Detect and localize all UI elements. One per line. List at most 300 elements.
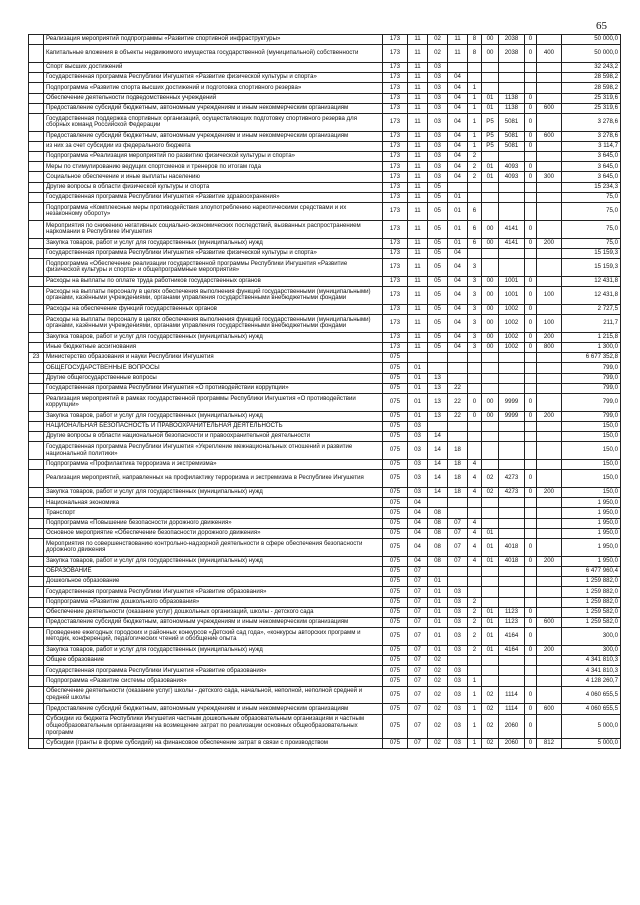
row-amount: 1 950,0: [562, 498, 621, 508]
code-subsection: 13: [428, 411, 448, 421]
code-extra: [525, 83, 537, 93]
code-ministry: 173: [383, 342, 408, 352]
row-amount: 211,7: [562, 314, 621, 332]
code-subprogram: 3: [468, 304, 482, 314]
code-activity: 01: [482, 162, 499, 172]
code-expense-type: [537, 182, 562, 192]
code-extra: 0: [525, 35, 537, 45]
row-name: Министерство образования и науки Республики Ингушетия: [44, 353, 383, 363]
code-section: 07: [408, 587, 428, 597]
code-direction: [499, 363, 525, 373]
row-name: Предоставление субсидий бюджетным, автономным учреждениям и иным некоммерческим организациям: [44, 131, 383, 141]
code-subprogram: [468, 62, 482, 72]
code-direction: [499, 498, 525, 508]
row-name: Подпрограмма «Комплексные меры противодействия злоупотреблению наркотическими средствами и их незаконному обороту»: [44, 203, 383, 221]
code-section: 04: [408, 538, 428, 556]
row-number: [29, 597, 44, 607]
row-name: Другие вопросы в области физической культуры и спорта: [44, 182, 383, 192]
table-row: [29, 470, 621, 488]
code-subsection: 08: [428, 556, 448, 566]
code-extra: 0: [525, 607, 537, 617]
code-subprogram: 1: [468, 103, 482, 113]
code-expense-type: [537, 566, 562, 576]
code-program: 03: [448, 628, 468, 646]
table-row: [29, 152, 621, 162]
code-ministry: 075: [383, 442, 408, 460]
code-expense-type: 200: [537, 488, 562, 498]
row-number: [29, 131, 44, 141]
code-direction: [499, 248, 525, 258]
row-amount: 75,0: [562, 238, 621, 248]
code-direction: [499, 508, 525, 518]
row-name: ОБРАЗОВАНИЕ: [44, 566, 383, 576]
code-ministry: 075: [383, 714, 408, 739]
code-subsection: 03: [428, 93, 448, 103]
code-subprogram: 2: [468, 617, 482, 627]
code-section: 07: [408, 739, 428, 749]
code-section: 04: [408, 518, 428, 528]
row-amount: 3 114,7: [562, 141, 621, 151]
table-row: [29, 607, 621, 617]
code-subprogram: [468, 248, 482, 258]
code-expense-type: [537, 470, 562, 488]
row-number: [29, 62, 44, 72]
code-subprogram: 0: [468, 411, 482, 421]
row-number: [29, 577, 44, 587]
code-activity: 02: [482, 488, 499, 498]
code-direction: [499, 182, 525, 192]
code-subprogram: 1: [468, 704, 482, 714]
row-number: [29, 566, 44, 576]
row-name: Государственная программа Республики Ингушетия «О противодействии коррупции»: [44, 383, 383, 393]
code-program: 22: [448, 411, 468, 421]
code-direction: 4018: [499, 556, 525, 566]
code-subprogram: [468, 498, 482, 508]
row-amount: 150,0: [562, 460, 621, 470]
table-row: [29, 113, 621, 131]
code-activity: [482, 518, 499, 528]
row-number: [29, 45, 44, 63]
code-expense-type: [537, 276, 562, 286]
code-subprogram: [468, 656, 482, 666]
table-row: [29, 566, 621, 576]
row-amount: 4 341 810,3: [562, 656, 621, 666]
code-subsection: 01: [428, 607, 448, 617]
row-name: НАЦИОНАЛЬНАЯ БЕЗОПАСНОСТЬ И ПРАВООХРАНИТЕЛЬНАЯ ДЕЯТЕЛЬНОСТЬ: [44, 421, 383, 431]
code-subsection: [428, 498, 448, 508]
code-program: 04: [448, 141, 468, 151]
code-extra: [525, 656, 537, 666]
table-row: [29, 62, 621, 72]
code-subsection: 14: [428, 470, 448, 488]
row-amount: 799,0: [562, 411, 621, 421]
code-ministry: 075: [383, 628, 408, 646]
row-number: [29, 508, 44, 518]
row-name: Государственная программа Республики Ингушетия «Развитие здравоохранения»: [44, 192, 383, 202]
code-extra: 0: [525, 411, 537, 421]
code-expense-type: [537, 628, 562, 646]
table-row: [29, 704, 621, 714]
code-ministry: 075: [383, 518, 408, 528]
code-ministry: 075: [383, 460, 408, 470]
code-subprogram: [468, 432, 482, 442]
code-program: 04: [448, 113, 468, 131]
code-direction: 1002: [499, 332, 525, 342]
code-activity: 01: [482, 628, 499, 646]
code-section: 11: [408, 248, 428, 258]
code-ministry: 173: [383, 152, 408, 162]
code-section: 11: [408, 131, 428, 141]
code-expense-type: [537, 686, 562, 704]
code-section: 11: [408, 203, 428, 221]
row-number: [29, 363, 44, 373]
row-name: Расходы на обеспечение функций государственных органов: [44, 304, 383, 314]
code-program: 04: [448, 259, 468, 277]
code-activity: P5: [482, 131, 499, 141]
code-extra: 0: [525, 470, 537, 488]
code-ministry: 075: [383, 587, 408, 597]
code-activity: [482, 656, 499, 666]
code-program: 03: [448, 666, 468, 676]
table-row: [29, 238, 621, 248]
code-expense-type: [537, 141, 562, 151]
code-expense-type: [537, 113, 562, 131]
code-ministry: 075: [383, 676, 408, 686]
code-subsection: 01: [428, 587, 448, 597]
row-number: [29, 460, 44, 470]
code-subsection: 03: [428, 83, 448, 93]
code-activity: 00: [482, 411, 499, 421]
code-direction: 1138: [499, 93, 525, 103]
code-expense-type: [537, 83, 562, 93]
code-direction: [499, 656, 525, 666]
code-subsection: 05: [428, 248, 448, 258]
row-name: Расходы на выплаты персоналу в целях обеспечения выполнения функций государственными (муниципальными) органами, казёнными учреждениями, органами управления государственными внебюджетными фондами: [44, 314, 383, 332]
row-name: Спорт высших достижений: [44, 62, 383, 72]
code-subsection: 05: [428, 332, 448, 342]
code-ministry: 075: [383, 421, 408, 431]
row-amount: 1 950,0: [562, 508, 621, 518]
code-activity: 00: [482, 393, 499, 411]
code-subprogram: 3: [468, 259, 482, 277]
row-name: Подпрограмма «Развитие спорта высших достижений и подготовка спортивного резерва»: [44, 83, 383, 93]
code-program: 18: [448, 460, 468, 470]
table-row: [29, 411, 621, 421]
code-extra: [525, 383, 537, 393]
code-program: 07: [448, 538, 468, 556]
code-activity: [482, 442, 499, 460]
code-program: 04: [448, 286, 468, 304]
row-name: Обеспечение деятельности подведомственных учреждений: [44, 93, 383, 103]
code-ministry: 075: [383, 432, 408, 442]
row-name: Иные бюджетные ассигнования: [44, 342, 383, 352]
row-number: [29, 192, 44, 202]
row-amount: 1 950,0: [562, 538, 621, 556]
table-row: [29, 617, 621, 627]
row-number: [29, 286, 44, 304]
code-section: 04: [408, 528, 428, 538]
code-section: 11: [408, 162, 428, 172]
code-activity: [482, 373, 499, 383]
code-section: 11: [408, 192, 428, 202]
table-row: [29, 103, 621, 113]
code-section: 03: [408, 460, 428, 470]
code-activity: P5: [482, 141, 499, 151]
code-activity: 00: [482, 276, 499, 286]
row-name: Основное мероприятие «Обеспечение безопасности дорожного движения»: [44, 528, 383, 538]
code-expense-type: 100: [537, 286, 562, 304]
table-row: [29, 248, 621, 258]
code-section: 07: [408, 656, 428, 666]
code-ministry: 075: [383, 373, 408, 383]
row-number: [29, 488, 44, 498]
row-name: Закупка товаров, работ и услуг для государственных (муниципальных) нужд: [44, 645, 383, 655]
code-direction: 9999: [499, 411, 525, 421]
row-number: [29, 518, 44, 528]
code-activity: [482, 460, 499, 470]
code-ministry: 173: [383, 141, 408, 151]
row-name: Мероприятия по снижению негативных социально-экономических последствий, вызванных распространением наркомании в Республике Ингушетия: [44, 220, 383, 238]
code-ministry: 173: [383, 276, 408, 286]
code-activity: [482, 248, 499, 258]
code-activity: [482, 152, 499, 162]
code-extra: 0: [525, 238, 537, 248]
code-ministry: 075: [383, 470, 408, 488]
code-extra: 0: [525, 45, 537, 63]
code-subprogram: 2: [468, 645, 482, 655]
code-subprogram: 8: [468, 35, 482, 45]
code-program: [448, 656, 468, 666]
row-number: [29, 172, 44, 182]
budget-table-body: [29, 35, 621, 749]
code-direction: [499, 577, 525, 587]
code-subprogram: 3: [468, 342, 482, 352]
row-number: [29, 73, 44, 83]
code-program: 04: [448, 152, 468, 162]
row-number: [29, 607, 44, 617]
table-row: [29, 645, 621, 655]
code-ministry: 075: [383, 538, 408, 556]
code-activity: 02: [482, 714, 499, 739]
code-expense-type: 812: [537, 739, 562, 749]
code-expense-type: [537, 35, 562, 45]
code-section: 03: [408, 470, 428, 488]
code-subprogram: 2: [468, 172, 482, 182]
code-extra: [525, 421, 537, 431]
code-extra: 0: [525, 704, 537, 714]
code-subprogram: 2: [468, 597, 482, 607]
row-number: [29, 259, 44, 277]
row-number: [29, 666, 44, 676]
code-program: 07: [448, 556, 468, 566]
code-activity: 01: [482, 103, 499, 113]
code-extra: [525, 363, 537, 373]
code-activity: [482, 566, 499, 576]
code-program: [448, 577, 468, 587]
code-section: 11: [408, 259, 428, 277]
row-name: Обеспечение деятельности (оказание услуг) дошкольных организаций, школы - детского сада: [44, 607, 383, 617]
code-extra: [525, 528, 537, 538]
code-expense-type: [537, 538, 562, 556]
code-extra: [525, 577, 537, 587]
code-subprogram: [468, 373, 482, 383]
table-row: [29, 393, 621, 411]
row-amount: 799,0: [562, 373, 621, 383]
code-direction: 4273: [499, 470, 525, 488]
row-name: Дошкольное образование: [44, 577, 383, 587]
code-activity: [482, 597, 499, 607]
table-row: [29, 488, 621, 498]
code-expense-type: [537, 393, 562, 411]
code-ministry: 075: [383, 645, 408, 655]
code-ministry: 075: [383, 597, 408, 607]
code-expense-type: [537, 192, 562, 202]
row-number: 23: [29, 353, 44, 363]
code-extra: 0: [525, 162, 537, 172]
code-subsection: 05: [428, 203, 448, 221]
code-expense-type: 200: [537, 238, 562, 248]
code-expense-type: [537, 73, 562, 83]
row-number: [29, 203, 44, 221]
code-expense-type: 200: [537, 411, 562, 421]
code-expense-type: [537, 162, 562, 172]
code-program: 04: [448, 93, 468, 103]
code-activity: [482, 353, 499, 363]
row-number: [29, 432, 44, 442]
row-amount: 150,0: [562, 432, 621, 442]
table-row: [29, 676, 621, 686]
code-direction: 4018: [499, 538, 525, 556]
row-name: Государственная программа Республики Ингушетия «Развитие образования»: [44, 666, 383, 676]
code-direction: [499, 528, 525, 538]
code-ministry: 075: [383, 528, 408, 538]
row-name: Закупка товаров, работ и услуг для государственных (муниципальных) нужд: [44, 556, 383, 566]
row-amount: 1 300,0: [562, 342, 621, 352]
code-section: 04: [408, 556, 428, 566]
code-direction: 4141: [499, 220, 525, 238]
code-subsection: 01: [428, 577, 448, 587]
code-extra: [525, 432, 537, 442]
code-program: 18: [448, 488, 468, 498]
row-name: Проведение ежегодных городских и районных конкурсов «Детский сад года», «конкурсы авторских программ и методик, конференций, педагогических чтений и обобщение опыта: [44, 628, 383, 646]
code-subprogram: [468, 192, 482, 202]
code-section: 01: [408, 363, 428, 373]
code-activity: [482, 182, 499, 192]
row-amount: 28 598,2: [562, 73, 621, 83]
code-expense-type: [537, 304, 562, 314]
code-section: 11: [408, 220, 428, 238]
code-subprogram: 6: [468, 203, 482, 221]
code-activity: 00: [482, 314, 499, 332]
code-ministry: 173: [383, 192, 408, 202]
row-amount: 28 598,2: [562, 83, 621, 93]
code-section: 11: [408, 332, 428, 342]
code-subsection: 01: [428, 645, 448, 655]
code-ministry: 075: [383, 566, 408, 576]
code-subsection: 02: [428, 714, 448, 739]
code-subsection: 02: [428, 35, 448, 45]
code-subsection: 08: [428, 528, 448, 538]
code-expense-type: [537, 220, 562, 238]
code-program: 22: [448, 383, 468, 393]
code-direction: 1114: [499, 686, 525, 704]
code-section: 11: [408, 113, 428, 131]
table-row: [29, 45, 621, 63]
row-name: Закупка товаров, работ и услуг для государственных (муниципальных) нужд: [44, 411, 383, 421]
code-subprogram: 4: [468, 518, 482, 528]
code-expense-type: [537, 666, 562, 676]
code-extra: 0: [525, 286, 537, 304]
code-direction: [499, 353, 525, 363]
row-amount: 75,0: [562, 203, 621, 221]
code-subsection: 01: [428, 617, 448, 627]
code-direction: 1002: [499, 304, 525, 314]
code-section: 04: [408, 508, 428, 518]
row-number: [29, 686, 44, 704]
code-section: 11: [408, 83, 428, 93]
code-ministry: 173: [383, 113, 408, 131]
code-direction: 1001: [499, 276, 525, 286]
code-section: 11: [408, 314, 428, 332]
row-number: [29, 113, 44, 131]
code-program: 22: [448, 393, 468, 411]
row-name: Общее образование: [44, 656, 383, 666]
code-section: 11: [408, 45, 428, 63]
code-extra: 0: [525, 103, 537, 113]
table-row: [29, 432, 621, 442]
code-direction: 5081: [499, 141, 525, 151]
code-program: 11: [448, 45, 468, 63]
code-extra: [525, 460, 537, 470]
code-direction: [499, 566, 525, 576]
code-activity: [482, 666, 499, 676]
code-subprogram: 2: [468, 628, 482, 646]
code-program: 04: [448, 103, 468, 113]
code-ministry: 075: [383, 577, 408, 587]
row-amount: 150,0: [562, 442, 621, 460]
code-subprogram: 1: [468, 714, 482, 739]
code-subsection: 05: [428, 314, 448, 332]
code-extra: [525, 192, 537, 202]
code-direction: 9999: [499, 393, 525, 411]
code-subprogram: 4: [468, 460, 482, 470]
code-subprogram: 1: [468, 113, 482, 131]
code-section: [408, 353, 428, 363]
table-row: [29, 577, 621, 587]
table-row: [29, 528, 621, 538]
code-subsection: 05: [428, 220, 448, 238]
code-expense-type: 600: [537, 131, 562, 141]
code-expense-type: [537, 152, 562, 162]
code-program: 03: [448, 676, 468, 686]
code-activity: [482, 676, 499, 686]
code-program: 04: [448, 83, 468, 93]
code-extra: 0: [525, 342, 537, 352]
code-section: 07: [408, 686, 428, 704]
code-activity: 00: [482, 342, 499, 352]
code-section: 07: [408, 704, 428, 714]
row-name: Расходы на выплаты персоналу в целях обеспечения выполнения функций государственными (муниципальными) органами, казёнными учреждениями, органами управления государственными внебюджетными фондами: [44, 286, 383, 304]
code-expense-type: 400: [537, 45, 562, 63]
code-activity: 02: [482, 686, 499, 704]
row-amount: 300,0: [562, 628, 621, 646]
code-subsection: 05: [428, 182, 448, 192]
row-number: [29, 83, 44, 93]
table-row: [29, 656, 621, 666]
code-expense-type: [537, 383, 562, 393]
code-subprogram: [468, 577, 482, 587]
row-name: Подпрограмма «Развитие дошкольного образования»: [44, 597, 383, 607]
